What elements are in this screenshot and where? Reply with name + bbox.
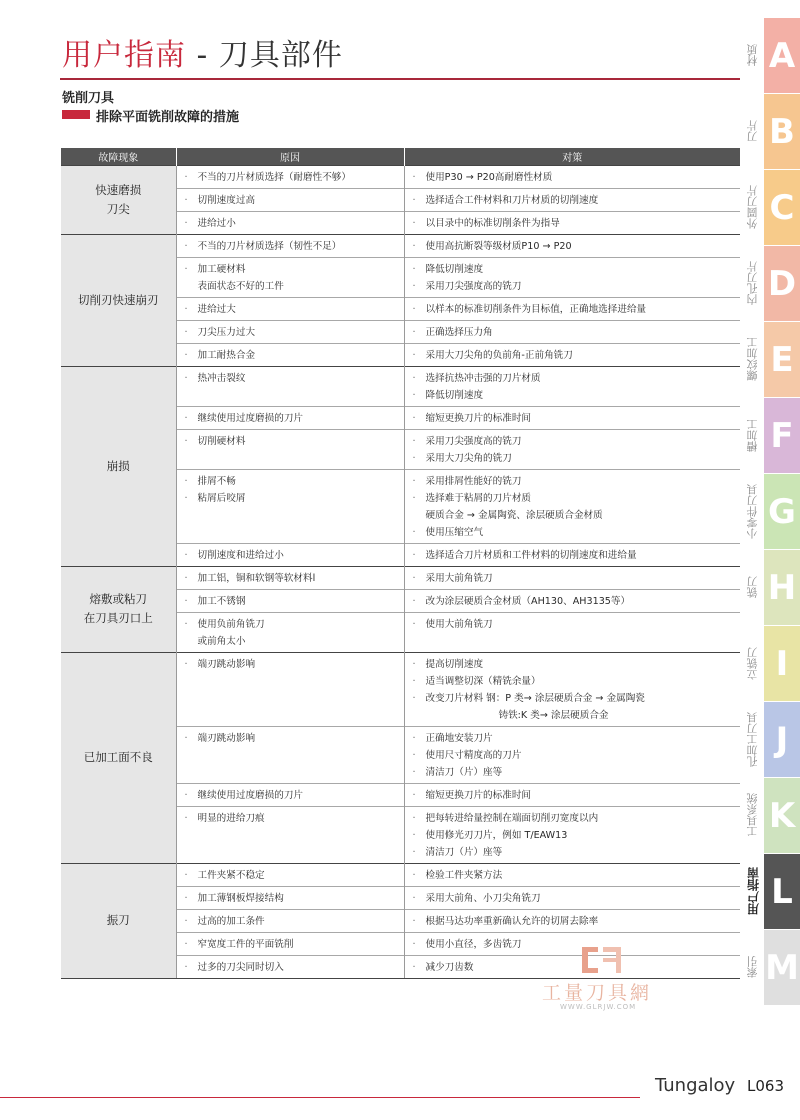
section-tab-label: 槽加工 bbox=[746, 419, 759, 452]
table-row bbox=[61, 566, 740, 589]
cell-line: · 把每转进给量控制在端面切削刃宽度以内 bbox=[413, 810, 735, 827]
cause-cell bbox=[176, 188, 404, 211]
cell-line: · 改变刀片材料 钢：P 类→ 涂层硬质合金 → 金属陶瓷 bbox=[413, 690, 735, 707]
solution-cell bbox=[404, 257, 740, 297]
cell-line: · 清洁刀（片）座等 bbox=[413, 764, 735, 781]
cell-line: · 明显的进给刀痕 bbox=[185, 810, 398, 827]
symptom-line: 振刀 bbox=[106, 913, 130, 927]
solution-cell bbox=[404, 955, 740, 978]
solution-cell bbox=[404, 726, 740, 783]
section-tab-letter: I bbox=[764, 626, 800, 701]
cause-cell bbox=[176, 806, 404, 863]
cell-line: · 加工硬材料 bbox=[185, 261, 398, 278]
cause-cell bbox=[176, 863, 404, 886]
cell-line: · 采用大刀尖角的负前角-正前角铣刀 bbox=[413, 347, 735, 364]
watermark-logo-icon bbox=[579, 945, 625, 975]
section-tab-label: 索引 bbox=[746, 956, 759, 979]
solution-cell bbox=[404, 783, 740, 806]
solution-cell bbox=[404, 429, 740, 469]
solution-cell bbox=[404, 343, 740, 366]
solution-cell bbox=[404, 909, 740, 932]
page-title-sep: - bbox=[186, 38, 219, 73]
section-tab-letter: B bbox=[764, 94, 800, 169]
cell-line: · 使用修光刃刀片，例如 T/EAW13 bbox=[413, 827, 735, 844]
cause-cell bbox=[176, 211, 404, 234]
cell-line: · 继续使用过度磨损的刀片 bbox=[185, 410, 398, 427]
section-tab-letter: H bbox=[764, 550, 800, 625]
cell-line: · 加工不锈钢 bbox=[185, 593, 398, 610]
cause-cell bbox=[176, 612, 404, 652]
section-tab-letter: D bbox=[764, 246, 800, 321]
cell-line: · 粘屑后咬屑 bbox=[185, 490, 398, 507]
cell-line: · 刀尖压力过大 bbox=[185, 324, 398, 341]
symptom-cell bbox=[61, 366, 176, 566]
section-tab-h[interactable] bbox=[742, 550, 800, 625]
solution-cell bbox=[404, 211, 740, 234]
table-row bbox=[61, 863, 740, 886]
symptom-line: 快速磨损 bbox=[95, 182, 142, 197]
section-tab-letter: C bbox=[764, 170, 800, 245]
cell-line: · 加工薄钢板焊接结构 bbox=[185, 890, 398, 907]
cell-line: · 过多的刀尖同时切入 bbox=[185, 959, 398, 976]
page-number: L063 bbox=[747, 1077, 784, 1095]
cell-line: · 采用大刀尖角的铣刀 bbox=[413, 450, 735, 467]
solution-cell bbox=[404, 320, 740, 343]
cell-line: · 改为涂层硬质合金材质（AH130、AH3135等） bbox=[413, 593, 735, 610]
title-rule bbox=[60, 78, 740, 80]
cell-line: 表面状态不好的工件 bbox=[197, 280, 284, 292]
cell-line: · 清洁刀（片）座等 bbox=[413, 844, 735, 861]
section-tab-label: 小零件刀具 bbox=[746, 484, 759, 539]
table-row bbox=[61, 234, 740, 257]
cause-cell bbox=[176, 589, 404, 612]
cell-line: · 使用尺寸精度高的刀片 bbox=[413, 747, 735, 764]
table-header-row bbox=[61, 148, 740, 165]
section-tab-label: 内孔刀片 bbox=[746, 261, 759, 306]
cause-cell bbox=[176, 955, 404, 978]
symptom-cell bbox=[61, 863, 176, 978]
solution-cell bbox=[404, 566, 740, 589]
cause-cell bbox=[176, 366, 404, 406]
cell-line: · 以目录中的标准切削条件为指导 bbox=[413, 215, 735, 232]
cell-line: · 工件夹紧不稳定 bbox=[185, 867, 398, 884]
cause-cell bbox=[176, 886, 404, 909]
symptom-line: 在刀具刃口上 bbox=[83, 611, 153, 625]
cell-line: · 进给过大 bbox=[185, 301, 398, 318]
section-heading: 铣削刀具 bbox=[62, 91, 115, 106]
cell-line: · 采用刀尖强度高的铣刀 bbox=[413, 433, 735, 450]
cell-line: · 过高的加工条件 bbox=[185, 913, 398, 930]
column-header-cause: 原因 bbox=[176, 148, 404, 165]
section-tab-letter: K bbox=[764, 778, 800, 853]
cell-line: 硬质合金 → 金属陶瓷、涂层硬质合金材质 bbox=[425, 509, 603, 521]
cause-cell bbox=[176, 257, 404, 297]
cause-cell bbox=[176, 429, 404, 469]
section-tab-letter: E bbox=[764, 322, 800, 397]
section-tab-l[interactable] bbox=[742, 854, 800, 929]
symptom-line: 切削刃快速崩刃 bbox=[78, 292, 159, 307]
section-tab-a[interactable] bbox=[742, 18, 800, 93]
cause-cell bbox=[176, 932, 404, 955]
page-title-sub: 刀具部件 bbox=[218, 38, 343, 73]
cell-line: · 根据马达功率重新确认允许的切屑去除率 bbox=[413, 913, 735, 930]
cause-cell bbox=[176, 469, 404, 543]
cell-line: · 使用大前角铣刀 bbox=[413, 616, 735, 633]
symptom-cell bbox=[61, 234, 176, 366]
section-tab-label: 孔加工刀具 bbox=[746, 712, 759, 767]
cell-line: · 使用高抗断裂等级材质P10 → P20 bbox=[413, 238, 735, 255]
section-tab-j[interactable] bbox=[742, 702, 800, 777]
table-row bbox=[61, 652, 740, 726]
solution-cell bbox=[404, 863, 740, 886]
cause-cell bbox=[176, 566, 404, 589]
solution-cell bbox=[404, 234, 740, 257]
section-tab-letter: F bbox=[764, 398, 800, 473]
table-row bbox=[61, 165, 740, 188]
cell-line: · 降低切削速度 bbox=[413, 387, 735, 404]
footer-rule bbox=[0, 1097, 640, 1098]
section-tab-c[interactable] bbox=[742, 170, 800, 245]
section-tab-label: 用户指南 bbox=[746, 867, 761, 916]
symptom-line: 崩损 bbox=[106, 458, 130, 473]
troubleshooting-table bbox=[61, 148, 740, 979]
cell-line: · 采用大前角、小刀尖角铣刀 bbox=[413, 890, 735, 907]
section-tab-letter: M bbox=[764, 930, 800, 1005]
cell-line: · 检验工件夹紧方法 bbox=[413, 867, 735, 884]
symptom-cell bbox=[61, 165, 176, 234]
cell-line: · 继续使用过度磨损的刀片 bbox=[185, 787, 398, 804]
solution-cell bbox=[404, 806, 740, 863]
cell-line: · 进给过小 bbox=[185, 215, 398, 232]
cell-line: · 采用大前角铣刀 bbox=[413, 570, 735, 587]
table-body bbox=[61, 165, 740, 978]
cause-cell bbox=[176, 343, 404, 366]
section-tab-f[interactable] bbox=[742, 398, 800, 473]
solution-cell bbox=[404, 188, 740, 211]
solution-cell bbox=[404, 366, 740, 406]
symptom-line: 已加工面不良 bbox=[83, 750, 153, 764]
cell-line: · 以样本的标准切削条件为目标值，正确地选择进给量 bbox=[413, 301, 735, 318]
cell-line: 铸铁:K 类→ 涂层硬质合金 bbox=[498, 709, 609, 721]
cell-line: · 使用负前角铣刀 bbox=[185, 616, 398, 633]
cell-line: · 使用小直径，多齿铣刀 bbox=[413, 936, 735, 953]
column-header-symptom: 故障现象 bbox=[61, 148, 176, 165]
cause-cell bbox=[176, 320, 404, 343]
solution-cell bbox=[404, 886, 740, 909]
cause-cell bbox=[176, 165, 404, 188]
symptom-cell bbox=[61, 566, 176, 652]
symptom-line: 熔敷或粘刀 bbox=[89, 592, 147, 606]
solution-cell bbox=[404, 469, 740, 543]
cell-line: · 不当的刀片材质选择（韧性不足） bbox=[185, 238, 398, 255]
section-tab-label: 刀片 bbox=[746, 120, 759, 143]
cell-line: · 切削速度过高 bbox=[185, 192, 398, 209]
solution-cell bbox=[404, 165, 740, 188]
cause-cell bbox=[176, 406, 404, 429]
cell-line: · 适当调整切深（精铣余量） bbox=[413, 673, 735, 690]
cell-line: · 使用P30 → P20高耐磨性材质 bbox=[413, 169, 735, 186]
subsection-heading: 排除平面铣削故障的措施 bbox=[96, 110, 240, 125]
footer-brand: Tungaloy bbox=[655, 1075, 736, 1096]
solution-cell bbox=[404, 543, 740, 566]
cell-line: · 不当的刀片材质选择（耐磨性不够） bbox=[185, 169, 398, 186]
section-tab-i[interactable] bbox=[742, 626, 800, 701]
section-index-tabs bbox=[742, 18, 800, 1006]
section-tab-label: 铣刀 bbox=[746, 576, 759, 599]
solution-cell bbox=[404, 297, 740, 320]
section-tab-b[interactable] bbox=[742, 94, 800, 169]
section-tab-label: 外圆刀片 bbox=[746, 185, 759, 230]
cell-line: · 采用刀尖强度高的铣刀 bbox=[413, 278, 735, 295]
cause-cell bbox=[176, 234, 404, 257]
cell-line: · 切削硬材料 bbox=[185, 433, 398, 450]
section-tab-letter: J bbox=[764, 702, 800, 777]
solution-cell bbox=[404, 612, 740, 652]
cell-line: · 排屑不畅 bbox=[185, 473, 398, 490]
cause-cell bbox=[176, 783, 404, 806]
watermark-text: 工量刀具網 bbox=[542, 982, 653, 1004]
symptom-cell bbox=[61, 652, 176, 863]
cell-line: 或前角太小 bbox=[197, 635, 246, 647]
cell-line: · 切削速度和进给过小 bbox=[185, 547, 398, 564]
section-tab-letter: A bbox=[764, 18, 800, 93]
cell-line: · 加工铝，铜和软钢等软材料l bbox=[185, 570, 398, 587]
cause-cell bbox=[176, 297, 404, 320]
symptom-line: 刀尖 bbox=[106, 201, 130, 216]
page-title-main: 用户指南 bbox=[62, 38, 186, 73]
section-tab-e[interactable] bbox=[742, 322, 800, 397]
page-title bbox=[62, 38, 343, 74]
cause-cell bbox=[176, 652, 404, 726]
section-tab-d[interactable] bbox=[742, 246, 800, 321]
watermark-url: WWW.GLRJW.COM bbox=[560, 1003, 637, 1011]
section-tab-label: 材质 bbox=[746, 44, 759, 67]
cell-line: · 选择适合刀片材质和工件材料的切削速度和进给量 bbox=[413, 547, 735, 564]
cell-line: · 减少刀齿数 bbox=[413, 959, 735, 976]
section-tab-k[interactable] bbox=[742, 778, 800, 853]
cell-line: · 选择适合工件材料和刀片材质的切削速度 bbox=[413, 192, 735, 209]
cell-line: · 采用排屑性能好的铣刀 bbox=[413, 473, 735, 490]
cell-line: · 提高切削速度 bbox=[413, 656, 735, 673]
cell-line: · 加工耐热合金 bbox=[185, 347, 398, 364]
cell-line: · 窄宽度工件的平面铣削 bbox=[185, 936, 398, 953]
cell-line: · 正确选择压力角 bbox=[413, 324, 735, 341]
solution-cell bbox=[404, 406, 740, 429]
section-tab-label: 立铣刀 bbox=[746, 647, 759, 680]
section-tab-label: 螺纹加工 bbox=[746, 337, 759, 382]
cell-line: · 缩短更换刀片的标准时间 bbox=[413, 410, 735, 427]
cell-line: · 使用压缩空气 bbox=[413, 524, 735, 541]
cell-line: · 降低切削速度 bbox=[413, 261, 735, 278]
cell-line: · 正确地安装刀片 bbox=[413, 730, 735, 747]
cell-line: · 热冲击裂纹 bbox=[185, 370, 398, 387]
table-row bbox=[61, 366, 740, 406]
cell-line: · 选择难于粘屑的刀片材质 bbox=[413, 490, 735, 507]
section-tab-letter: G bbox=[764, 474, 800, 549]
solution-cell bbox=[404, 589, 740, 612]
cell-line: · 端刃跳动影响 bbox=[185, 656, 398, 673]
subsection-marker bbox=[62, 110, 90, 119]
cell-line: · 端刃跳动影响 bbox=[185, 730, 398, 747]
solution-cell bbox=[404, 932, 740, 955]
cause-cell bbox=[176, 909, 404, 932]
solution-cell bbox=[404, 652, 740, 726]
section-tab-letter: L bbox=[764, 854, 800, 929]
section-tab-g[interactable] bbox=[742, 474, 800, 549]
cell-line: · 缩短更换刀片的标准时间 bbox=[413, 787, 735, 804]
cause-cell bbox=[176, 726, 404, 783]
cell-line: · 选择抗热冲击强的刀片材质 bbox=[413, 370, 735, 387]
section-tab-m[interactable] bbox=[742, 930, 800, 1005]
section-tab-label: 工具系统 bbox=[746, 793, 759, 838]
column-header-solution: 对策 bbox=[404, 148, 740, 165]
cause-cell bbox=[176, 543, 404, 566]
